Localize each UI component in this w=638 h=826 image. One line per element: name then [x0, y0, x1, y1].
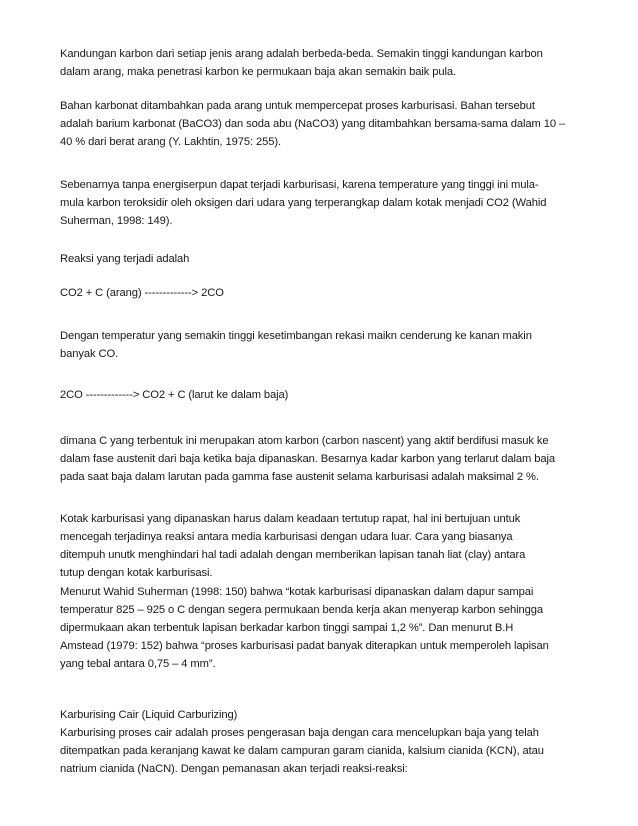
text-line: adalah barium karbonat (BaCO3) dan soda abu (NaCO3) yang ditambahkan bersama-sama dalam 10 –: [60, 118, 566, 130]
text-line: Suherman, 1998: 149).: [60, 215, 173, 227]
text-line: natrium cianida (NaCN). Dengan pemanasan akan terjadi reaksi-reaksi:: [60, 763, 408, 775]
text-line: Kandungan karbon dari setiap jenis arang adalah berbeda-beda. Semakin tinggi kandungan karbon: [60, 48, 543, 60]
text-line: Sebenarnya tanpa energiserpun dapat terjadi karburisasi, karena temperature yang tinggi ini mula-: [60, 179, 539, 191]
paragraph-reaction-intro: [60, 250, 580, 268]
text-line: dalam fase austenit dari baja ketika baja dipanaskan. Besarnya kadar karbon yang terlarut dalam baja: [60, 453, 555, 465]
text-line: Dengan temperatur yang semakin tinggi kesetimbangan rekasi maikn cenderung ke kanan makin: [60, 330, 532, 342]
text-line: ditempuh unutk menghindari hal tadi adalah dengan memberikan lapisan tanah liat (clay) antara: [60, 549, 526, 561]
paragraph-nascent-carbon: [60, 432, 580, 486]
text-line: mula karbon teroksidir oleh oksigen dari udara yang terperangkap dalam kotak menjadi CO2 (Wahid: [60, 197, 547, 209]
text-line: 40 % dari berat arang (Y. Lakhtin, 1975: 255).: [60, 136, 281, 148]
paragraph-equilibrium: [60, 327, 580, 363]
paragraph-sealed-box: [60, 510, 580, 582]
text-line: Menurut Wahid Suherman (1998: 150) bahwa “kotak karburisasi dipanaskan dalam dapur sampai: [60, 586, 534, 598]
paragraph-carbonate-addition: [60, 97, 580, 151]
text-line: dipermukaan akan terbentuk lapisan berkadar karbon tinggi sampai 1,2 %”. Dan menurut B.H: [60, 622, 514, 634]
text-line: mencegah terjadinya reaksi antara media karburisasi dengan udara luar. Cara yang biasanya: [60, 531, 513, 543]
paragraph-liquid-carburizing: [60, 706, 580, 778]
text-line: ditempatkan pada keranjang kawat ke dalam campuran garam cianida, kalsium cianida (KCN), atau: [60, 745, 544, 757]
text-line: Amstead (1979: 152) bahwa “proses karburisasi padat banyak diterapkan untuk memperoleh lapisan: [60, 640, 549, 652]
text-line: banyak CO.: [60, 348, 119, 360]
text-line: pada saat baja dalam larutan pada gamma fase austenit selama karburisasi adalah maksimal 2 %.: [60, 471, 539, 483]
text-line: dalam arang, maka penetrasi karbon ke permukaan baja akan semakin baik pula.: [60, 66, 457, 78]
text-line: 2CO -------------> CO2 + C (larut ke dalam baja): [60, 389, 289, 401]
text-line: Reaksi yang terjadi adalah: [60, 253, 190, 265]
paragraph-carbon-content: [60, 45, 580, 81]
equation-reaction-2: [60, 386, 580, 404]
text-line: Karburising proses cair adalah proses pengerasan baja dengan cara mencelupkan baja yang telah: [60, 727, 539, 739]
section-heading: Karburising Cair (Liquid Carburizing): [60, 709, 238, 721]
text-line: tutup dengan kotak karburisasi.: [60, 567, 213, 579]
paragraph-suherman-amstead-citation: [60, 583, 580, 673]
text-line: dimana C yang terbentuk ini merupakan atom karbon (carbon nascent) yang aktif berdifusi masuk ke: [60, 435, 549, 447]
text-line: temperatur 825 – 925 o C dengan segera permukaan benda kerja akan menyerap karbon sehingga: [60, 604, 543, 616]
text-line: yang tebal antara 0,75 – 4 mm”.: [60, 658, 216, 670]
text-line: Bahan karbonat ditambahkan pada arang untuk mempercepat proses karburisasi. Bahan tersebut: [60, 100, 535, 112]
paragraph-carburization-without-energizer: [60, 176, 580, 230]
text-line: CO2 + C (arang) -------------> 2CO: [60, 287, 224, 299]
text-line: Kotak karburisasi yang dipanaskan harus dalam keadaan tertutup rapat, hal ini bertujuan untuk: [60, 513, 521, 525]
equation-reaction-1: [60, 284, 580, 302]
